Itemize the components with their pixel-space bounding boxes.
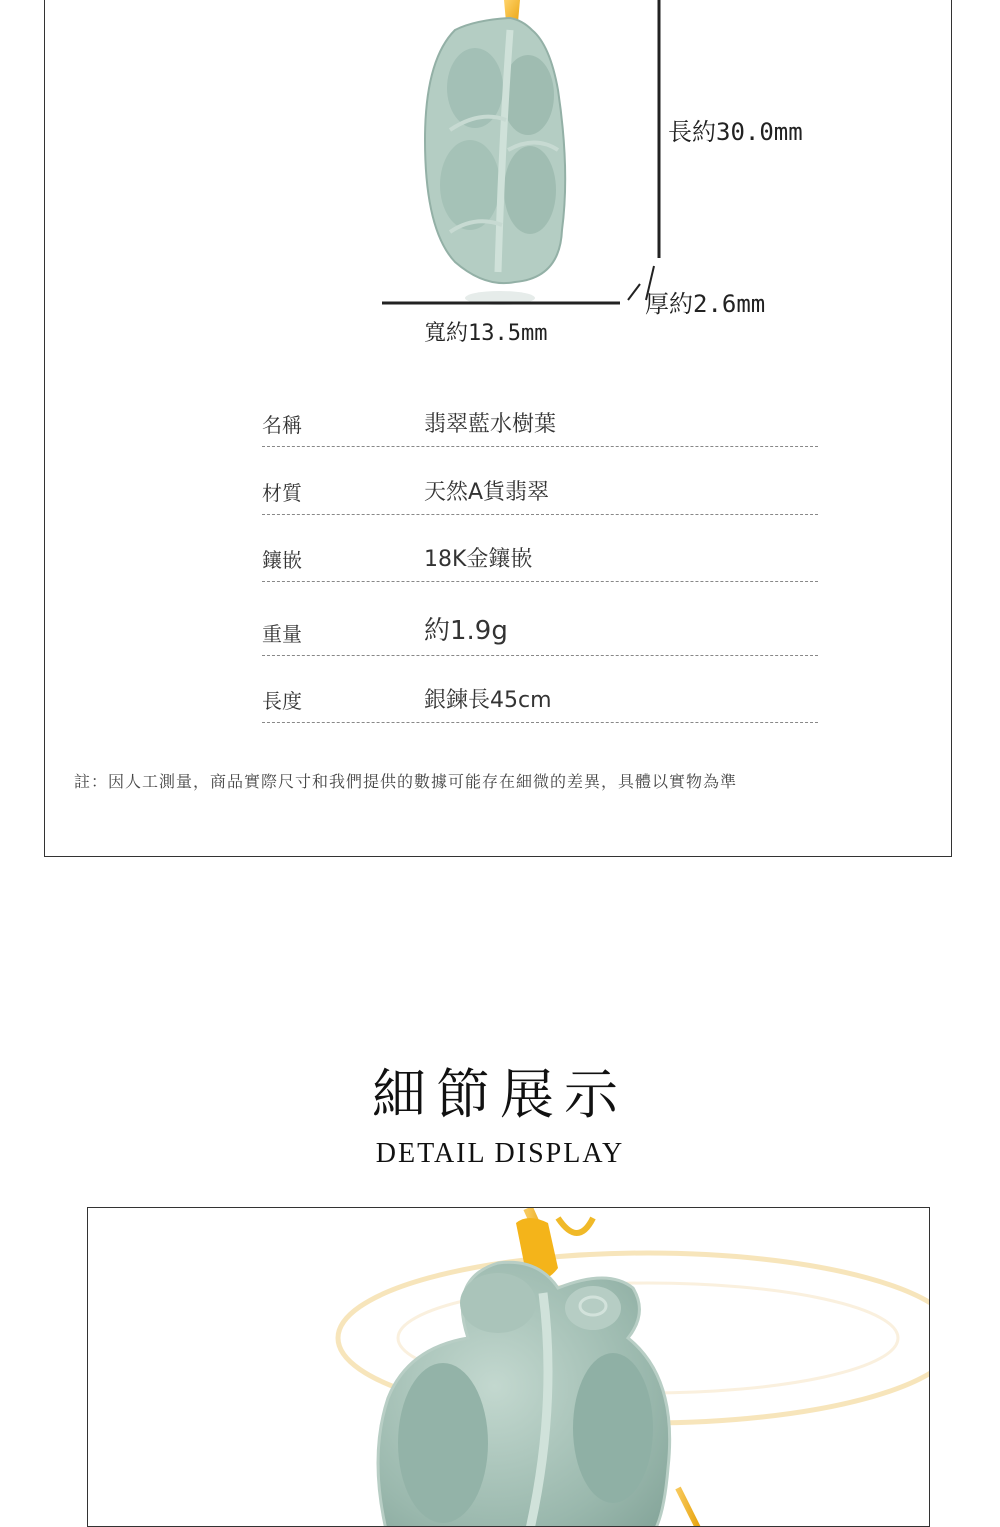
width-label: 寬約13.5mm [424,321,548,346]
pendant-closeup-image [88,1208,930,1527]
spec-key: 重量 [262,622,302,646]
detail-photo [87,1207,930,1527]
spec-row-name [262,406,818,447]
spec-value: 翡翠藍水樹葉 [424,412,557,437]
spec-row-length [262,682,818,723]
spec-key: 鑲嵌 [262,548,302,572]
spec-value: 18K金鑲嵌 [424,547,533,572]
pendant-measurement-diagram [370,0,670,310]
spec-row-material [262,474,818,515]
spec-value: 天然A貨翡翠 [424,480,550,505]
spec-key: 材質 [262,481,302,505]
spec-value: 約1.9g [424,616,508,646]
thickness-label: 厚約2.6mm [645,290,766,318]
spec-key: 名稱 [262,413,302,437]
jade-leaf-pendant [425,18,565,283]
length-label: 長約30.0mm [668,118,803,146]
spec-row-weight [262,615,818,656]
detail-title-zh: 細節展示 [372,1063,628,1126]
spec-row-setting [262,541,818,582]
spec-value: 銀鍊長45cm [424,688,552,713]
detail-title-en: DETAIL DISPLAY [375,1138,625,1169]
spec-key: 長度 [262,689,302,713]
measurement-note: 註：因人工測量，商品實際尺寸和我們提供的數據可能存在細微的差異，具體以實物為準 [74,772,738,791]
